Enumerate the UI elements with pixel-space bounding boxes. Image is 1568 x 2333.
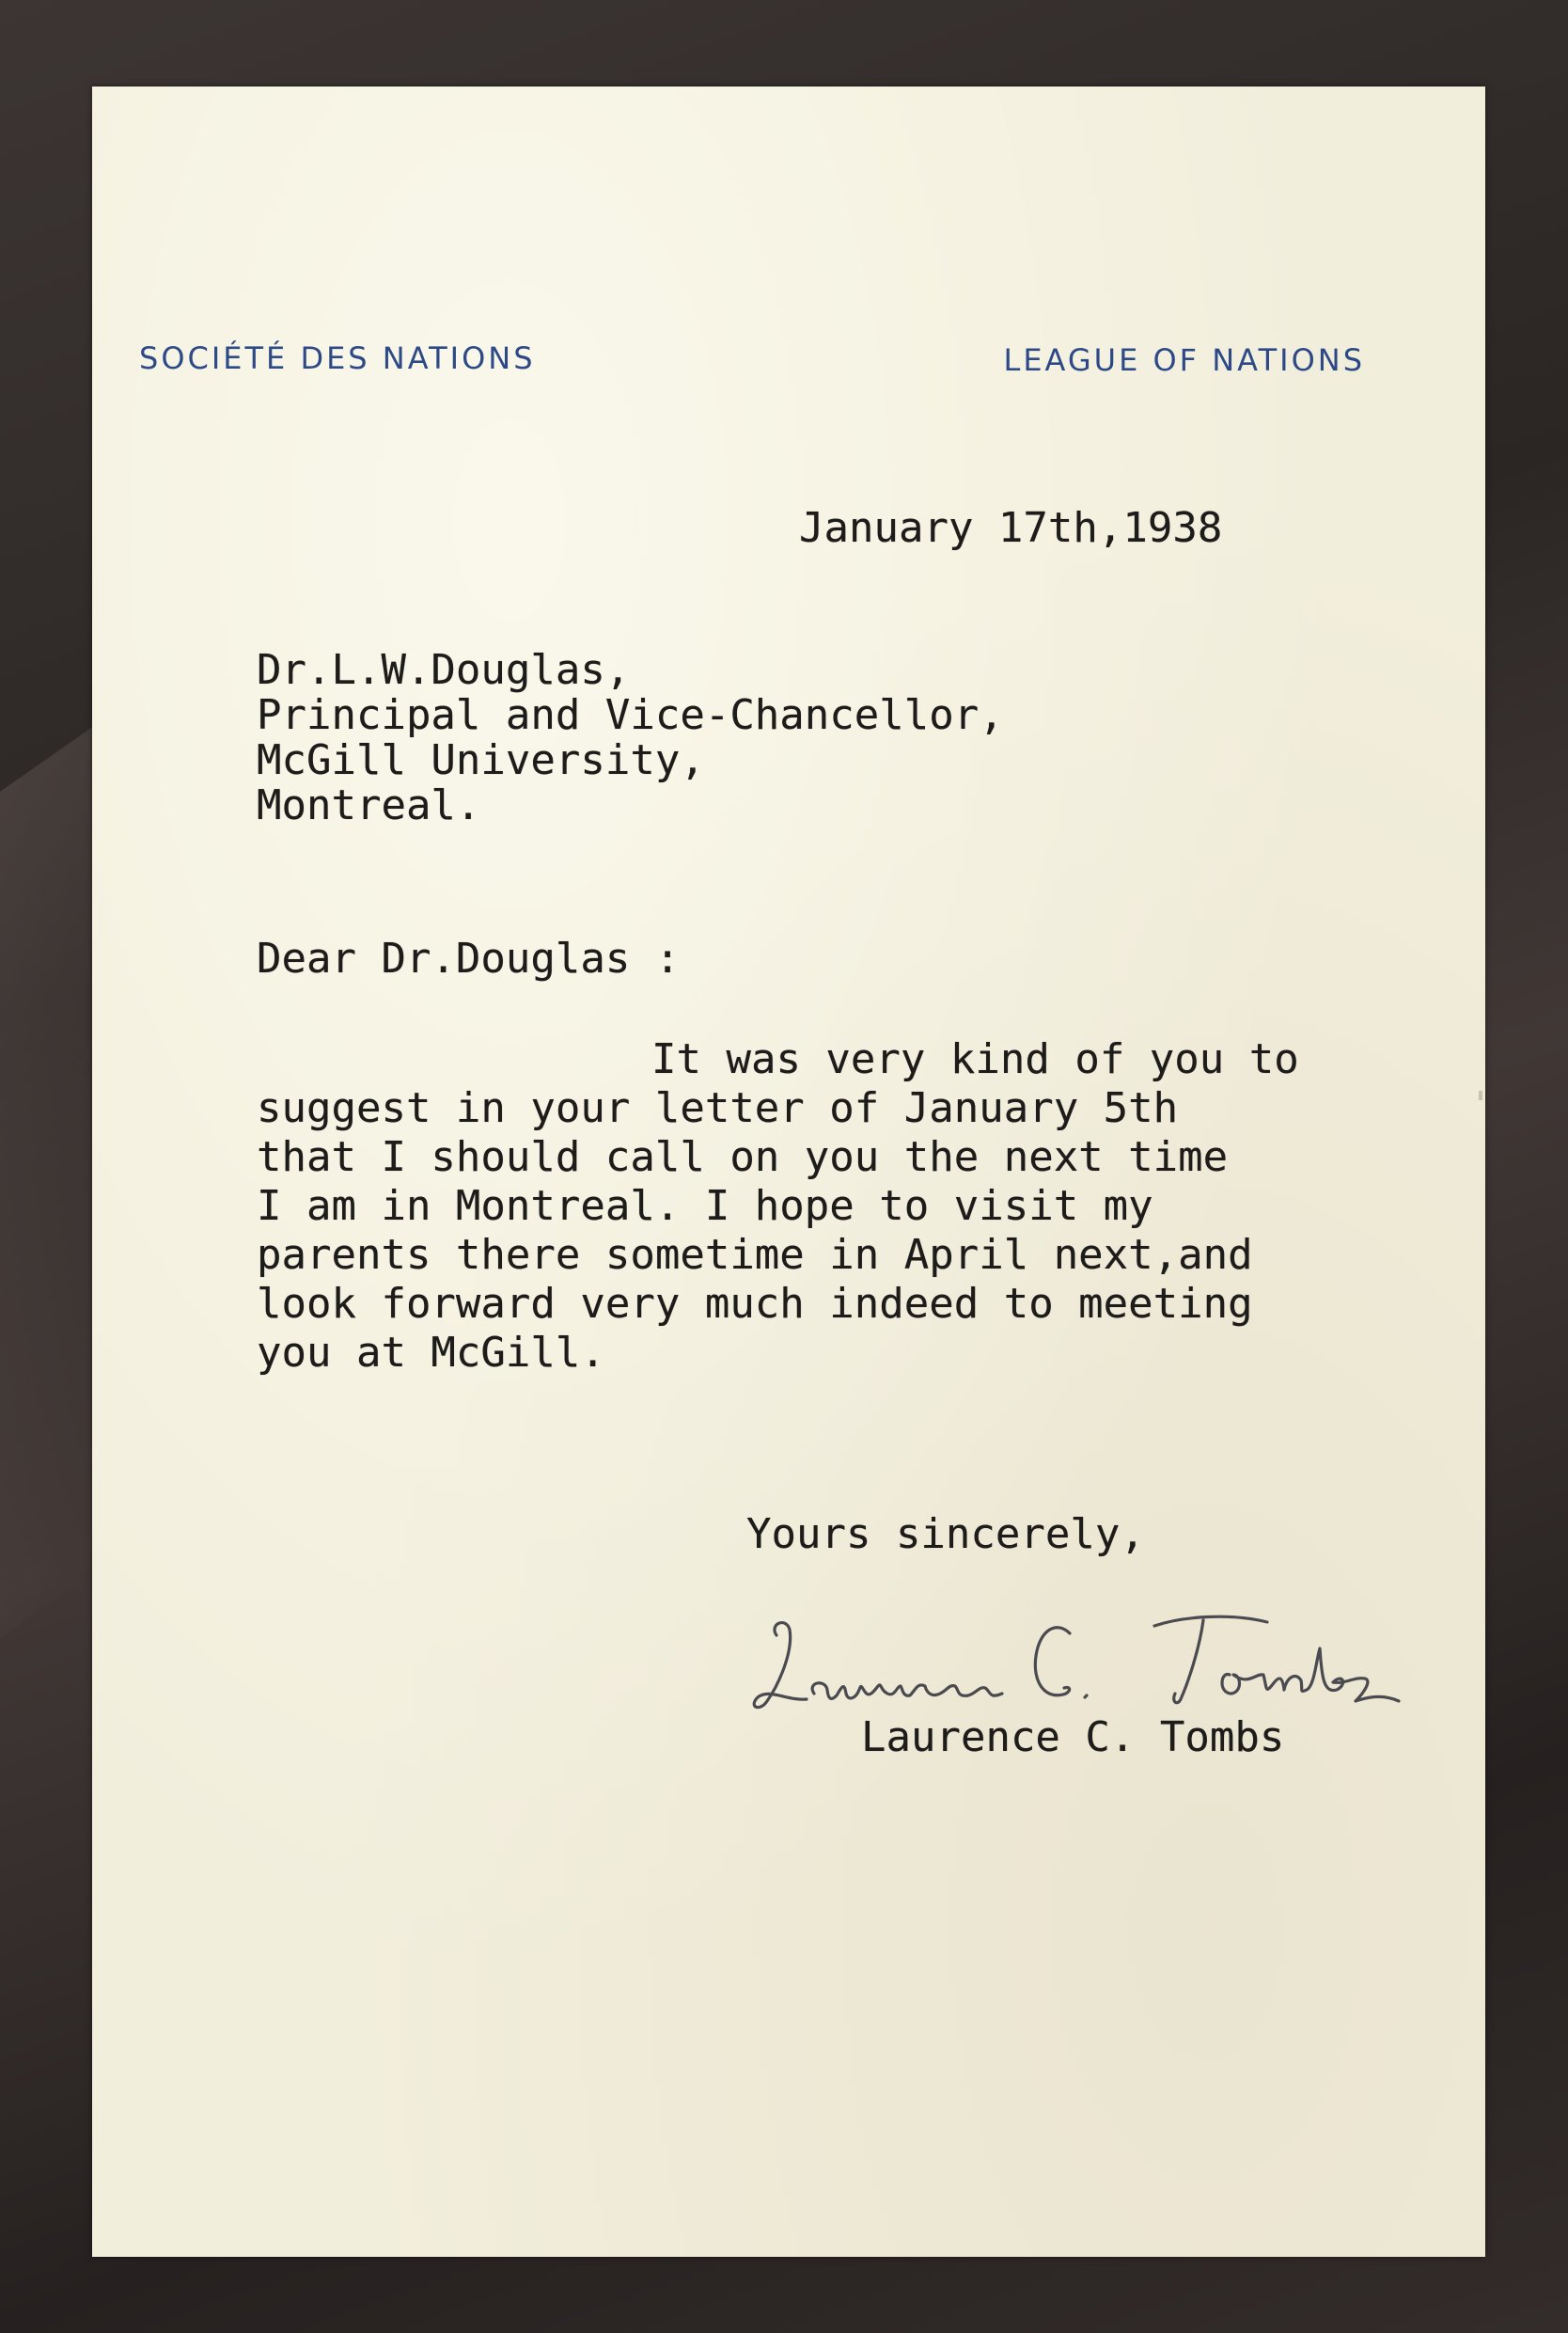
body-line: It was very kind of you to <box>651 1035 1299 1083</box>
typed-signatory-name: Laurence C. Tombs <box>861 1713 1285 1761</box>
paper-mark <box>1479 1091 1482 1100</box>
body-line: parents there sometime in April next,and <box>257 1231 1253 1279</box>
address-line: Principal and Vice-Chancellor, <box>257 691 1004 739</box>
letter-page <box>92 87 1485 2257</box>
address-line: Montreal. <box>257 781 481 829</box>
address-line: McGill University, <box>257 736 705 784</box>
letter-date: January 17th,1938 <box>799 504 1223 552</box>
body-line: you at McGill. <box>257 1329 605 1377</box>
body-line: suggest in your letter of January 5th <box>257 1084 1179 1132</box>
salutation: Dear Dr.Douglas : <box>257 935 681 983</box>
letterhead-french: SOCIÉTÉ DES NATIONS <box>139 340 536 376</box>
letterhead-english: LEAGUE OF NATIONS <box>1003 342 1365 378</box>
body-line: that I should call on you the next time <box>257 1133 1229 1181</box>
address-line: Dr.L.W.Douglas, <box>257 646 631 694</box>
body-line: I am in Montreal. I hope to visit my <box>257 1182 1153 1230</box>
body-line: look forward very much indeed to meeting <box>257 1280 1253 1328</box>
closing: Yours sincerely, <box>746 1510 1145 1558</box>
